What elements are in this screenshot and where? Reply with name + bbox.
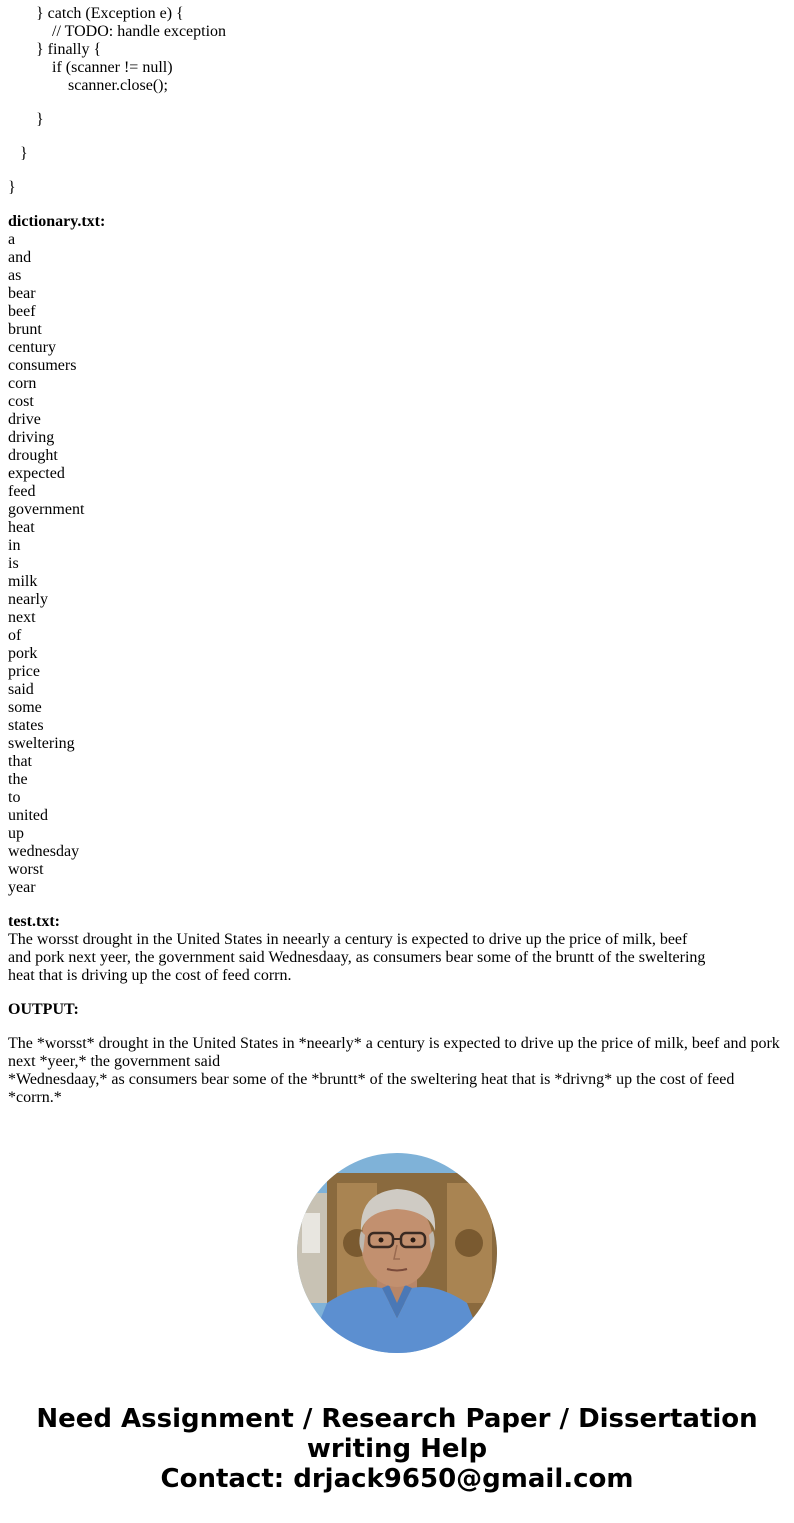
dictionary-word: to <box>8 789 21 806</box>
dictionary-word: a <box>8 231 16 248</box>
section-gap <box>8 985 786 1001</box>
code-blank-line <box>8 163 786 179</box>
dictionary-word: in <box>8 537 21 554</box>
code-line: } <box>8 111 44 128</box>
test-section <box>8 913 786 985</box>
output-line: *Wednesdaay,* as consumers bear some of the *bruntt* of the sweltering heat that is *drivng* up the cost of feed *corrn.* <box>8 1071 735 1106</box>
dictionary-word: said <box>8 681 34 698</box>
code-line: scanner.close(); <box>8 77 168 94</box>
test-line: heat that is driving up the cost of feed corrn. <box>8 967 292 984</box>
section-gap <box>8 897 786 913</box>
section-gap <box>8 197 786 213</box>
test-heading: test.txt: <box>8 913 60 930</box>
test-line: The worsst drought in the United States in neearly a century is expected to drive up the price of milk, beef <box>8 931 688 948</box>
promo-headline: Need Assignment / Research Paper / Dissertation <box>36 1404 758 1434</box>
dictionary-word: price <box>8 663 40 680</box>
dictionary-word: as <box>8 267 22 284</box>
dictionary-word: brunt <box>8 321 42 338</box>
dictionary-word: wednesday <box>8 843 80 860</box>
promo-contact: Contact: drjack9650@gmail.com <box>160 1464 634 1494</box>
output-gap <box>8 1019 786 1035</box>
dictionary-word: heat <box>8 519 35 536</box>
author-avatar <box>297 1153 497 1353</box>
dictionary-word: driving <box>8 429 55 446</box>
dictionary-word: pork <box>8 645 38 662</box>
dictionary-word: is <box>8 555 19 572</box>
dictionary-word: some <box>8 699 42 716</box>
dictionary-word: sweltering <box>8 735 75 752</box>
dictionary-word: year <box>8 879 36 896</box>
dictionary-word: drought <box>8 447 58 464</box>
dictionary-word: century <box>8 339 56 356</box>
output-heading: OUTPUT: <box>8 1001 79 1018</box>
dictionary-word: that <box>8 753 32 770</box>
test-line: and pork next yeer, the government said Wednesdaay, as consumers bear some of the bruntt of the sweltering <box>8 949 706 966</box>
code-line: } <box>8 145 28 162</box>
code-line: } catch (Exception e) { <box>8 5 184 22</box>
document-body <box>8 5 786 1107</box>
dictionary-word: beef <box>8 303 36 320</box>
dictionary-word: feed <box>8 483 36 500</box>
dictionary-word: milk <box>8 573 38 590</box>
code-line: } <box>8 179 16 196</box>
dictionary-word: of <box>8 627 22 644</box>
dictionary-word: corn <box>8 375 37 392</box>
dictionary-word: bear <box>8 285 36 302</box>
dictionary-word: states <box>8 717 44 734</box>
dictionary-word-list <box>8 231 786 897</box>
promo-banner <box>0 1404 794 1494</box>
dictionary-word: up <box>8 825 24 842</box>
code-blank-line <box>8 95 786 111</box>
dictionary-word: the <box>8 771 28 788</box>
dictionary-word: drive <box>8 411 41 428</box>
code-line: } finally { <box>8 41 102 58</box>
dictionary-heading: dictionary.txt: <box>8 213 106 230</box>
dictionary-word: nearly <box>8 591 48 608</box>
person-photo-icon <box>297 1153 497 1353</box>
promo-subheadline: writing Help <box>306 1434 488 1464</box>
dictionary-word: expected <box>8 465 65 482</box>
dictionary-word: consumers <box>8 357 77 374</box>
dictionary-word: and <box>8 249 32 266</box>
dictionary-word: next <box>8 609 36 626</box>
dictionary-word: government <box>8 501 85 518</box>
code-block <box>8 5 786 197</box>
code-blank-line <box>8 129 786 145</box>
dictionary-word: united <box>8 807 48 824</box>
code-line: // TODO: handle exception <box>8 23 227 40</box>
output-line: The *worsst* drought in the United States in *neearly* a century is expected to drive up the price of milk, beef and pork next *yeer,* the government said <box>8 1035 780 1070</box>
dictionary-section <box>8 213 786 897</box>
dictionary-word: cost <box>8 393 34 410</box>
dictionary-word: worst <box>8 861 44 878</box>
code-line: if (scanner != null) <box>8 59 173 76</box>
output-section <box>8 1001 786 1107</box>
